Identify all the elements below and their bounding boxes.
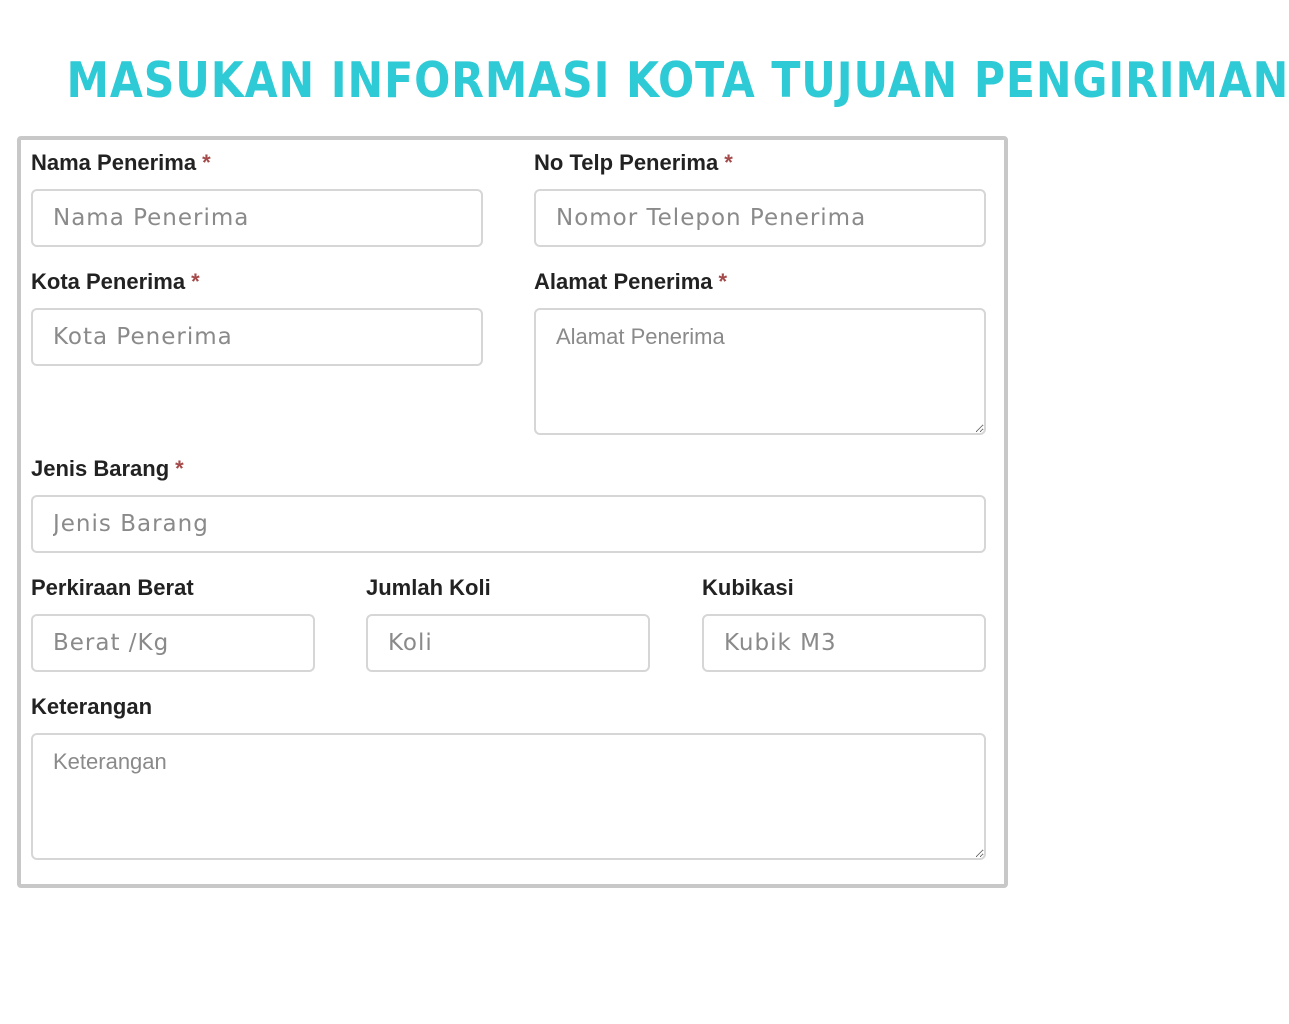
jenis-barang-label xyxy=(31,456,184,482)
nama-penerima-label xyxy=(31,150,211,176)
required-marker: * xyxy=(718,269,728,294)
keterangan-label xyxy=(31,694,152,720)
no-telp-penerima-input[interactable] xyxy=(534,189,986,247)
perkiraan-berat-label xyxy=(31,575,194,601)
alamat-penerima-label xyxy=(534,269,727,295)
kota-penerima-label xyxy=(31,269,200,295)
page-title: MASUKAN INFORMASI KOTA TUJUAN PENGIRIMAN xyxy=(66,52,1289,109)
required-marker: * xyxy=(202,150,211,175)
perkiraan-berat-label-text: Perkiraan Berat xyxy=(31,575,194,600)
berat-input[interactable] xyxy=(31,614,315,672)
required-marker: * xyxy=(191,269,200,294)
keterangan-label-text: Keterangan xyxy=(31,694,153,719)
recipient-form xyxy=(17,136,1008,888)
jenis-barang-input[interactable] xyxy=(31,495,986,553)
keterangan-textarea[interactable] xyxy=(31,733,986,860)
kota-penerima-label-text: Kota Penerima xyxy=(31,269,186,294)
nama-penerima-input[interactable] xyxy=(31,189,483,247)
no-telp-penerima-label-text: No Telp Penerima xyxy=(534,150,719,175)
kubikasi-label-text: Kubikasi xyxy=(702,575,794,600)
jumlah-koli-label-text: Jumlah Koli xyxy=(366,575,491,600)
nama-penerima-label-text: Nama Penerima xyxy=(31,150,197,175)
koli-input[interactable] xyxy=(366,614,650,672)
jenis-barang-label-text: Jenis Barang xyxy=(31,456,170,481)
alamat-penerima-textarea[interactable] xyxy=(534,308,986,435)
kubikasi-label xyxy=(702,575,794,601)
required-marker: * xyxy=(175,456,184,481)
required-marker: * xyxy=(724,150,733,175)
no-telp-penerima-label xyxy=(534,150,733,176)
kota-penerima-input[interactable] xyxy=(31,308,483,366)
alamat-penerima-label-text: Alamat Penerima xyxy=(534,269,713,294)
kubikasi-input[interactable] xyxy=(702,614,986,672)
jumlah-koli-label xyxy=(366,575,491,601)
